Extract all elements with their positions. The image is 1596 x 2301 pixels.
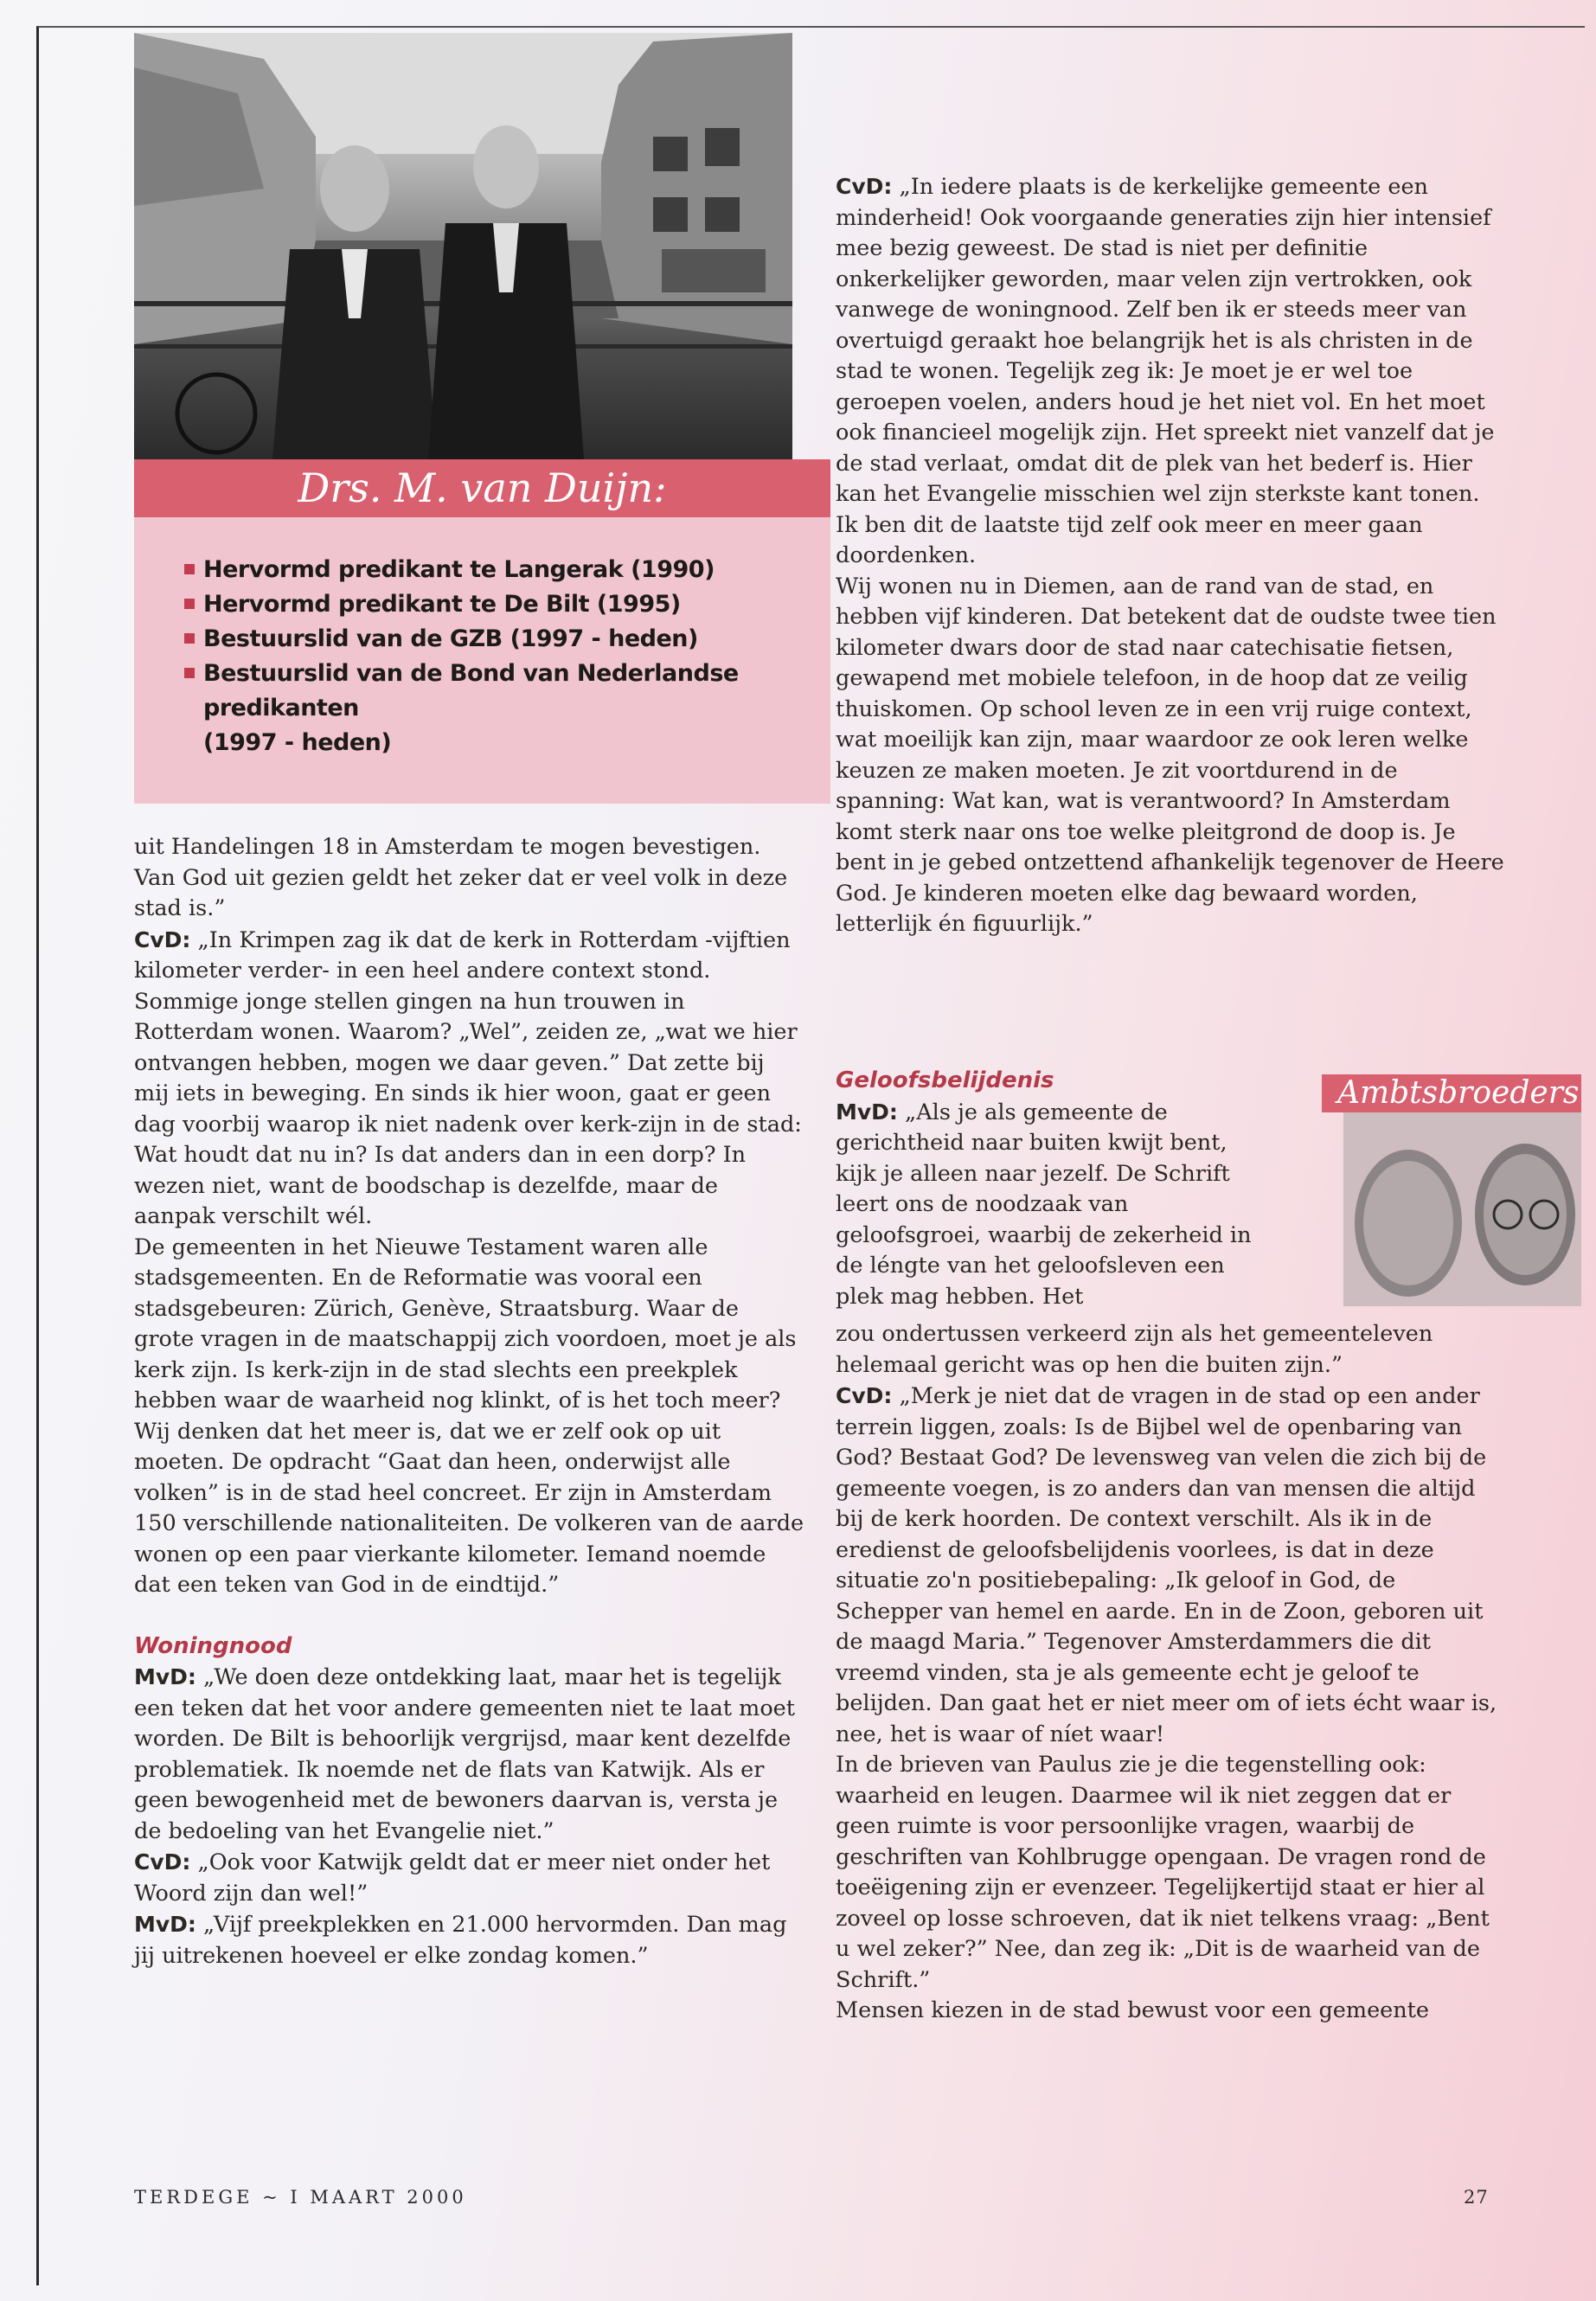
speaker-label: MvD:: [134, 1664, 196, 1689]
bullet-icon: [184, 668, 195, 678]
page-number: 27: [1464, 2187, 1489, 2208]
bullet-icon: [184, 633, 195, 644]
speaker-label: CvD:: [836, 1383, 893, 1408]
speaker-label: CvD:: [134, 1849, 191, 1875]
paragraph: Wij wonen nu in Diemen, aan de rand van de stad, en hebben vijf kinderen. Dat betekent dat de oudste twee tien kilometer dwars door de stad naar catechisatie fietsen, gewapend met mobiele telefoon, in de hoop dat ze veilig thuiskomen. Op school leven ze in een vrij ruige context, wat moeilijk kan zijn, maar waardoor ze ook leren welke keuzen ze maken moeten. Je zit voortdurend in de spanning: Wat kan, wat is verantwoord? In Amsterdam komt sterk naar ons toe welke pleitgrond de doop is. Je bent in je gebed ontzettend afhankelijk tegenover de Heere God. Je kinderen moeten elke dag bewaard worden, letterlijk én figuurlijk.”: [836, 573, 1504, 937]
profile-item: Bestuurslid van de GZB (1997 - heden): [184, 622, 830, 657]
profile-list: [184, 553, 830, 760]
profile-item: Hervormd predikant te Langerak (1990): [184, 553, 830, 587]
paragraph: CvD: „Ook voor Katwijk geldt dat er meer niet onder het Woord zijn dan wel!”: [134, 1849, 771, 1907]
profile-title: Drs. M. van Duijn:: [134, 459, 830, 517]
paragraph: CvD: „In Krimpen zag ik dat de kerk in Rotterdam -vijftien kilometer verder- in een heel andere context stond. Sommige jonge stellen gingen na hun trouwen in Rotterdam wonen. Waarom? „Wel”, zeiden ze, „wat we hier ontvangen hebben, mogen we daar geven.” Dat zette bij mij iets in beweging. En sinds ik hier woon, gaat er geen dag voorbij waarop ik niet nadenk over kerk-zijn in de stad: Wat houdt dat nu in? Is dat anders dan in een dorp? In wezen niet, want de boodschap is dezelfde, maar de aanpak verschilt wél.: [134, 926, 802, 1229]
right-column-continued: [836, 1319, 1506, 2027]
paragraph: De gemeenten in het Nieuwe Testament waren alle stadsgemeenten. En de Reformatie was vooral een stadsgebeuren: Zürich, Genève, Straatsburg. Waar de grote vragen in de maatschappij zich voordoen, moet je als kerk zijn. Is kerk-zijn in de stad slechts een preekplek hebben waar de waarheid nog klinkt, of is het toch meer? Wij denken dat het meer is, dat we er zelf ook op uit moeten. De opdracht “Gaat dan heen, onderwijst alle volken” is in de stad heel concreet. Er zijn in Amsterdam 150 verschillende nationaliteiten. De volkeren van de aarde wonen op een paar vierkante kilometer. Iemand noemde dat een teken van God in de eindtijd.”: [134, 1234, 804, 1598]
inset-title: Ambtsbroeders: [1322, 1074, 1581, 1112]
paragraph: zou ondertussen verkeerd zijn als het gemeenteleven helemaal gericht was op hen die buiten zijn.”: [836, 1321, 1433, 1378]
speaker-label: CvD:: [836, 174, 893, 199]
paragraph: MvD: „Als je als gemeente de gerichtheid naar buiten kwijt bent, kijk je alleen naar jezelf. De Schrift leert ons de noodzaak van geloofsgroei, waarbij de zekerheid in de léngte van het geloofsleven een plek mag hebben. Het: [836, 1099, 1252, 1310]
paragraph: CvD: „Merk je niet dat de vragen in de stad op een ander terrein liggen, zoals: Is de Bijbel wel de openbaring van God? Bestaat God? De levensweg van velen die zich bij de gemeente voegen, is zo anders dan van mensen die altijd bij de kerk hoorden. De context verschilt. Als ik in de eredienst de geloofsbelijdenis voorlees, is dat in deze situatie zo'n positiebepaling: „Ik geloof in God, de Schepper van hemel en aarde. En in de Zoon, geboren uit de maagd Maria.” Tegenover Amsterdammers die dit vreemd vinden, sta je als gemeente echt je geloof te belijden. Dan gaat het er niet meer om of iets écht waar is, nee, het is waar of níet waar!: [836, 1383, 1497, 1747]
paragraph: MvD: „We doen deze ontdekking laat, maar het is tegelijk een teken dat het voor andere gemeenten niet te laat moet worden. De Bilt is behoorlijk vergrijsd, maar kent dezelfde problematiek. Ik noemde net de flats van Katwijk. Als er geen bewogenheid met de bewoners daarvan is, versta je de bedoeling van het Evangelie niet.”: [134, 1664, 796, 1844]
speaker-label: MvD:: [836, 1099, 898, 1125]
photo-two-ministers-canal: [134, 33, 792, 459]
profile-item: Bestuurslid van de Bond van Nederlandse predikanten (1997 - heden): [184, 657, 830, 760]
section-heading: Geloofsbelijdenis: [836, 1067, 1054, 1093]
footer-publication: TERDEGE ~ I MAART 2000: [134, 2187, 467, 2208]
paragraph: In de brieven van Paulus zie je die tegenstelling ook: waarheid en leugen. Daarmee wil ik niet zeggen dat er geen ruimte is voor persoonlijke vragen, waarbij de geschriften van Kohlbrugge opengaan. De vragen rond de toeëigening zijn er evenzeer. Tegelijkertijd staat er hier al zoveel op losse schroeven, dat ik niet telkens vraag: „Bent u wel zeker?” Nee, dan zeg ik: „Dit is de waarheid van de Schrift.”: [836, 1752, 1490, 1993]
speaker-label: MvD:: [134, 1912, 196, 1937]
paragraph: CvD: „In iedere plaats is de kerkelijke gemeente een minderheid! Ook voorgaande generaties zijn hier intensief mee bezig geweest. De stad is niet per definitie onkerkelijker geworden, maar velen zijn vertrokken, ook vanwege de woningnood. Zelf ben ik er steeds meer van overtuigd geraakt hoe belangrijk het is als christen in de stad te wonen. Tegelijk zeg ik: Je moet je er wel toe geroepen voelen, anders houd je het niet vol. En het moet ook financieel mogelijk zijn. Het spreekt niet vanzelf dat je de stad verlaat, omdat dit de plek van het bederf is. Hier kan het Evangelie misschien wel zijn sterkste kant tonen. Ik ben dit de laatste tijd zelf ook meer en meer gaan doordenken.: [836, 174, 1495, 568]
profile-box: [134, 459, 830, 804]
profile-item: Hervormd predikant te De Bilt (1995): [184, 587, 830, 622]
paragraph: uit Handelingen 18 in Amsterdam te mogen bevestigen. Van God uit gezien geldt het zeker dat er veel volk in deze stad is.”: [134, 834, 788, 921]
section-heading: Woningnood: [134, 1632, 292, 1659]
speaker-label: CvD:: [134, 926, 191, 952]
left-column: [134, 832, 804, 1971]
paragraph: MvD: „Vijf preekplekken en 21.000 hervormden. Dan mag jij uitrekenen hoeveel er elke zondag komen.”: [134, 1912, 787, 1969]
bullet-icon: [184, 599, 195, 609]
bullet-icon: [184, 564, 195, 574]
right-column: [836, 171, 1506, 940]
paragraph: Mensen kiezen in de stad bewust voor een gemeente: [836, 1997, 1430, 2023]
right-column-inset-wrap: [836, 1066, 1270, 1312]
inset-photo-portraits: [1343, 1093, 1581, 1306]
